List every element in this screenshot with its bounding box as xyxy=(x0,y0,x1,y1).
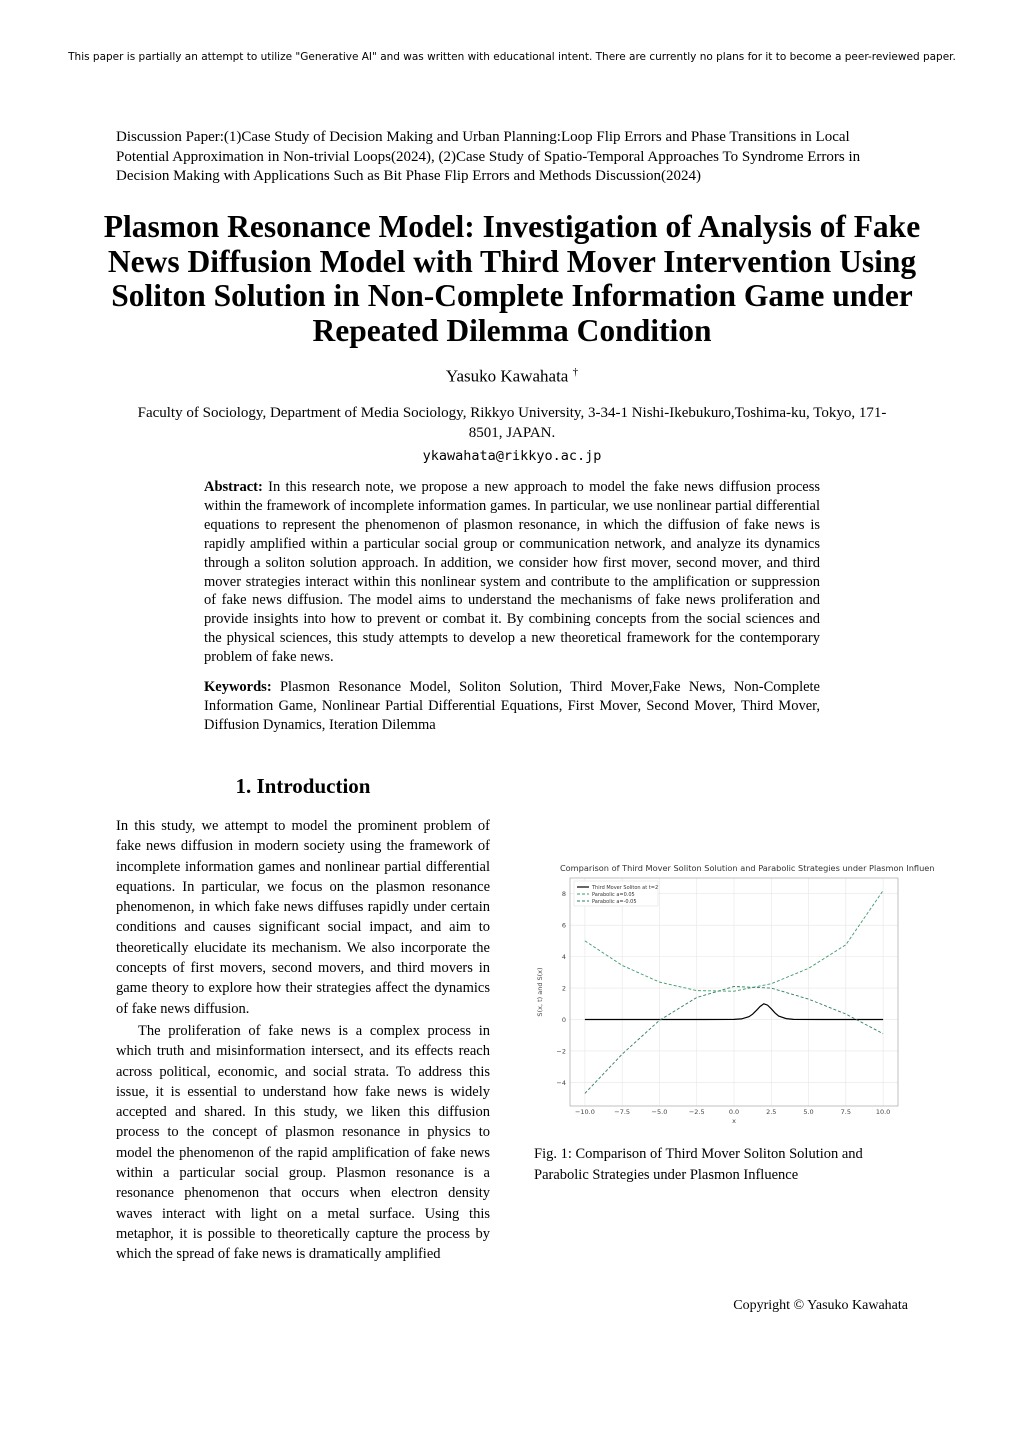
abstract xyxy=(204,478,820,667)
x-tick-label: 5.0 xyxy=(803,1108,814,1116)
chart-title: Comparison of Third Mover Soliton Solution and Parabolic Strategies under Plasmon Influence xyxy=(559,863,934,873)
introduction-body xyxy=(116,816,490,1265)
x-axis-label: x xyxy=(732,1117,736,1125)
author-email[interactable]: ykawahata@rikkyo.ac.jp xyxy=(422,448,602,464)
y-tick-label: 4 xyxy=(561,953,566,962)
keywords-text: Plasmon Resonance Model, Soliton Solution, Third Mover,Fake News, Non-Complete Information Game, Nonlinear Partial Differential Equations, First Mover, Second Mover, Third Mover, Diffusion Dynamics, Iteration Dilemma xyxy=(204,679,820,733)
x-tick-label: 10.0 xyxy=(875,1108,891,1116)
x-tick-label: −7.5 xyxy=(614,1108,631,1116)
y-tick-label: 8 xyxy=(561,890,566,899)
paper-title: Plasmon Resonance Model: Investigation of Analysis of Fake News Diffusion Model with Third Mover Intervention Using Soliton Solution in Non-Complete Information Game under Repeated Dilemma Condition xyxy=(103,209,921,348)
y-tick-label: 0 xyxy=(561,1016,566,1025)
copyright: Copyright © Yasuko Kawahata xyxy=(733,1298,908,1313)
author-name: Yasuko Kawahata xyxy=(445,366,569,386)
legend-entry: Parabolic a=0.05 xyxy=(592,892,635,898)
y-tick-label: −2 xyxy=(556,1047,566,1056)
author-dagger: † xyxy=(572,366,579,378)
generative-ai-notice: This paper is partially an attempt to utilize "Generative AI" and was written with educational intent. There are currently no plans for it to become a peer-reviewed paper. xyxy=(68,51,956,63)
figure-1 xyxy=(530,858,934,1128)
keywords xyxy=(204,678,820,735)
legend-entry: Parabolic a=-0.05 xyxy=(592,899,637,905)
intro-paragraph-1: In this study, we attempt to model the prominent problem of fake news diffusion in modern society using the framework of incomplete information games and nonlinear partial differential equations. In particular, we focus on the plasmon resonance phenomenon, in which fake news diffuses rapidly under certain conditions and causes significant social impact, and aim to theoretically elucidate its mechanism. We also incorporate the concepts of first movers, second movers, and third movers in game theory to explore how their strategies affect the dynamics of fake news diffusion. xyxy=(116,818,490,1017)
x-tick-label: 7.5 xyxy=(840,1108,851,1116)
discussion-paper-note: Discussion Paper:(1)Case Study of Decision Making and Urban Planning:Loop Flip Errors and Phase Transitions in Local Potential Approximation in Non-trivial Loops(2024), (2)Case Study of Spatio-Temporal Approaches To Syndrome Errors in Decision Making with Applications Such as Bit Phase Flip Errors and Methods Discussion(2024) xyxy=(116,129,861,184)
y-tick-label: −4 xyxy=(556,1078,566,1087)
x-tick-label: −10.0 xyxy=(574,1108,595,1116)
author-line xyxy=(0,366,1024,387)
legend-entry: Third Mover Soliton at t=2 xyxy=(592,885,659,891)
keywords-label: Keywords: xyxy=(204,679,272,695)
y-tick-label: 6 xyxy=(561,921,566,930)
y-axis-label: S(x, t) and S(x) xyxy=(536,967,544,1017)
affiliation: Faculty of Sociology, Department of Media Sociology, Rikkyo University, 3-34-1 Nishi-Ikebukuro,Toshima-ku, Tokyo, 171-8501, JAPAN. xyxy=(137,405,887,441)
abstract-label: Abstract: xyxy=(204,479,263,495)
abstract-text: In this research note, we propose a new approach to model the fake news diffusion process within the framework of incomplete information games. In particular, we use nonlinear partial differential equations to represent the phenomenon of plasmon resonance, in which the diffusion of fake news is rapidly amplified within a particular social group or communication network, and analyze its dynamics through a soliton solution approach. In addition, we consider how first mover, second mover, and third mover strategies interact within this nonlinear system and contribute to the amplification or suppression of fake news diffusion. The model aims to understand the mechanisms of fake news proliferation and provide insights into how to prevent or combat it. By combining concepts from the social sciences and the physical sciences, this study attempts to develop a new theoretical framework for the contemporary problem of fake news. xyxy=(204,479,820,666)
figure-1-chart xyxy=(530,858,934,1128)
figure-1-caption: Fig. 1: Comparison of Third Mover Soliton Solution and Parabolic Strategies under Plasmon Influence xyxy=(534,1146,863,1183)
intro-paragraph-2: The proliferation of fake news is a complex process in which truth and misinformation intersect, and its effects reach across political, economic, and social strata. To address this issue, it is essential to understand how fake news is widely accepted and shared. In this study, we liken this diffusion process to the concept of plasmon resonance in physics to model the phenomenon of the rapid amplification of fake news within a particular social group. Plasmon resonance is a resonance phenomenon that occurs when electron density waves interact with light on a metal surface. Using this metaphor, it is possible to theoretically capture the process by which the spread of fake news is dramatically amplified xyxy=(116,1022,490,1263)
x-tick-label: 0.0 xyxy=(728,1108,740,1116)
x-tick-label: −2.5 xyxy=(688,1108,705,1116)
x-tick-label: −5.0 xyxy=(651,1108,668,1116)
x-tick-label: 2.5 xyxy=(766,1108,777,1116)
section-heading-introduction: 1. Introduction xyxy=(235,774,371,798)
y-tick-label: 2 xyxy=(561,984,566,993)
